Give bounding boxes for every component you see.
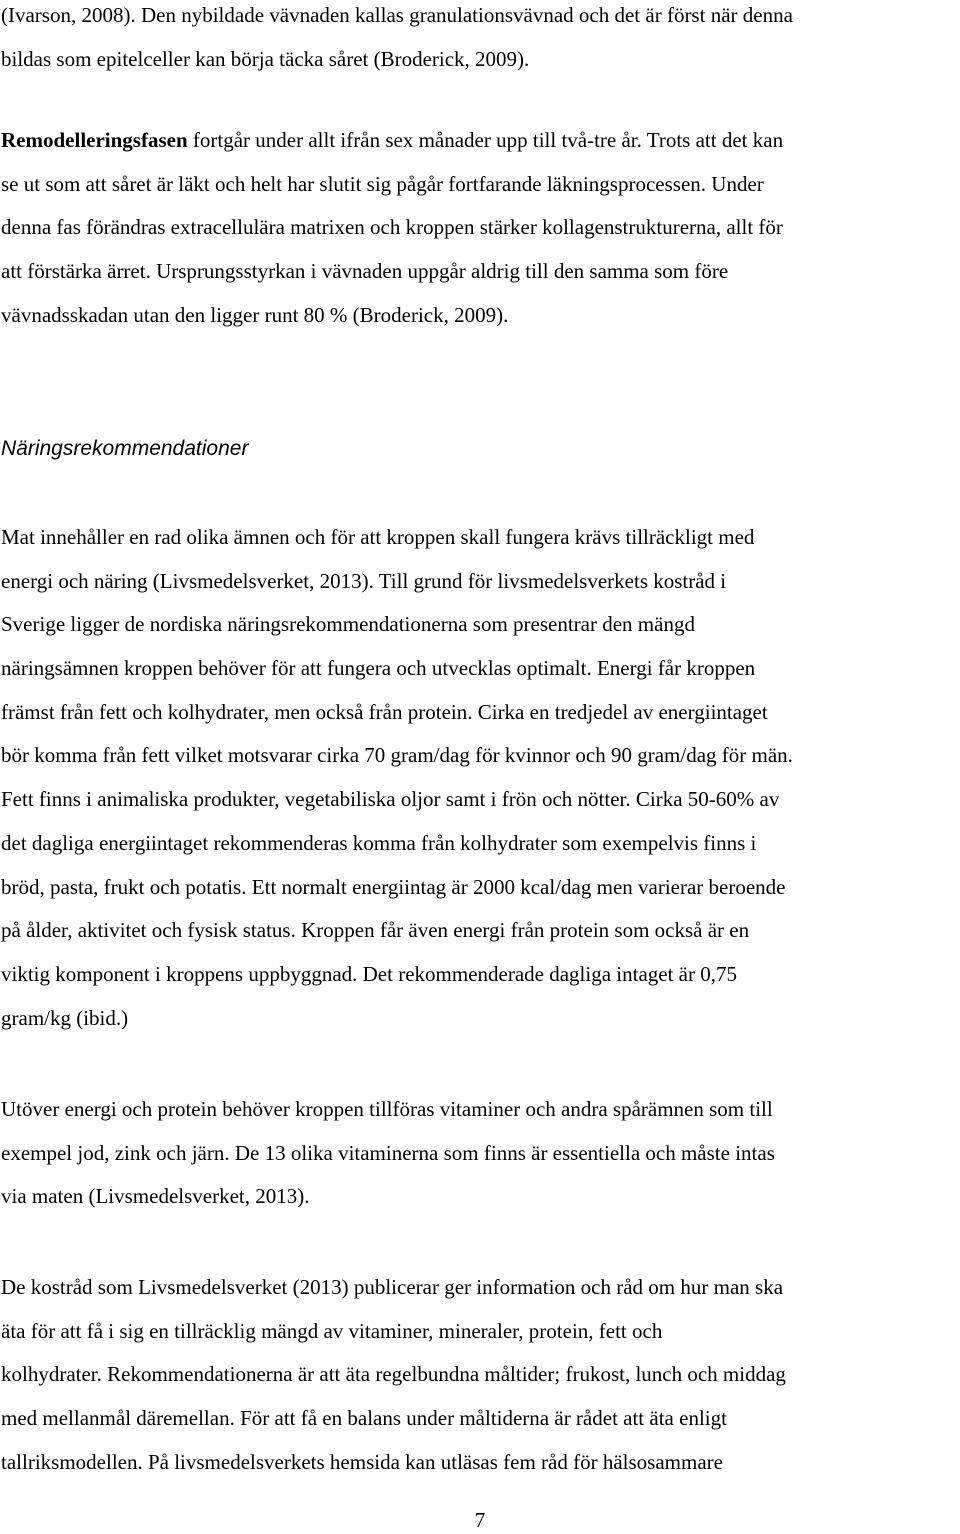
bold-term: Remodelleringsfasen: [1, 128, 188, 152]
text-line: att förstärka ärret. Ursprungsstyrkan i vävnaden uppgår aldrig till den samma som före: [1, 259, 729, 284]
text-line: det dagliga energiintaget rekommenderas komma från kolhydrater som exempelvis finns i: [1, 830, 757, 855]
page-number: 7: [474, 1508, 486, 1532]
section-heading: Näringsrekommendationer: [1, 437, 249, 460]
text-line: Utöver energi och protein behöver kroppen tillföras vitaminer och andra spårämnen som till: [1, 1097, 773, 1121]
text-line: äta för att få i sig en tillräcklig mängd av vitaminer, mineraler, protein, fett och: [1, 1318, 663, 1343]
paragraph-granulation: [1, 0, 951, 81]
paragraph-vitamins: [1, 1088, 951, 1219]
text-line: exempel jod, zink och järn. De 13 olika vitaminerna som finns är essentiella och måste intas: [1, 1140, 775, 1165]
text-line: se ut som att såret är läkt och helt har slutit sig pågår fortfarande läkningsprocessen. Under: [1, 171, 764, 196]
text-line: [1, 119, 951, 163]
text-line: näringsämnen kroppen behöver för att fungera och utvecklas optimalt. Energi får kroppen: [1, 656, 756, 681]
text-line: kolhydrater. Rekommendationerna är att äta regelbundna måltider; frukost, lunch och middag: [1, 1362, 786, 1387]
text-line: vävnadsskadan utan den ligger runt 80 % (Broderick, 2009).: [1, 302, 509, 327]
text-line: energi och näring (Livsmedelsverket, 2013). Till grund för livsmedelsverkets kostråd i: [1, 568, 727, 593]
text-fragment: fortgår under allt ifrån sex månader upp till två-tre år. Trots att det kan: [187, 128, 784, 152]
text-line: (Ivarson, 2008). Den nybildade vävnaden kallas granulationsvävnad och det är först när denna: [1, 3, 793, 27]
text-line: bör komma från fett vilket motsvarar cirka 70 gram/dag för kvinnor och 90 gram/dag för män.: [1, 743, 793, 768]
text-line: på ålder, aktivitet och fysisk status. Kroppen får även energi från protein som också är en: [1, 918, 750, 943]
text-line: tallriksmodellen. På livsmedelsverkets hemsida kan utläsas fem råd för hälsosammare: [1, 1449, 723, 1474]
text-line: De kostråd som Livsmedelsverket (2013) publicerar ger information och råd om hur man ska: [1, 1275, 784, 1299]
text-line: denna fas förändras extracellulära matrixen och kroppen stärker kollagenstrukturerna, allt för: [1, 215, 783, 240]
text-line: gram/kg (ibid.): [1, 1005, 129, 1030]
paragraph-remodelling: [1, 119, 951, 337]
text-line: Mat innehåller en rad olika ämnen och för att kroppen skall fungera krävs tillräckligt med: [1, 525, 755, 549]
text-line: främst från fett och kolhydrater, men också från protein. Cirka en tredjedel av energiintaget: [1, 699, 768, 724]
text-line: viktig komponent i kroppens uppbyggnad. Det rekommenderade dagliga intaget är 0,75: [1, 961, 737, 986]
text-line: bröd, pasta, frukt och potatis. Ett normalt energiintag är 2000 kcal/dag men varierar beroende: [1, 874, 786, 899]
paragraph-dietary-advice: [1, 1266, 951, 1484]
text-line: Fett finns i animaliska produkter, vegetabiliska oljor samt i frön och nötter. Cirka 50-60% av: [1, 787, 780, 812]
text-line: via maten (Livsmedelsverket, 2013).: [1, 1184, 310, 1209]
text-line: med mellanmål däremellan. För att få en balans under måltiderna är rådet att äta enligt: [1, 1406, 727, 1431]
paragraph-nutrition: [1, 516, 951, 1040]
text-line: Sverige ligger de nordiska näringsrekommendationerna som presentrar den mängd: [1, 612, 695, 637]
text-line: bildas som epitelceller kan börja täcka såret (Broderick, 2009).: [1, 46, 530, 71]
